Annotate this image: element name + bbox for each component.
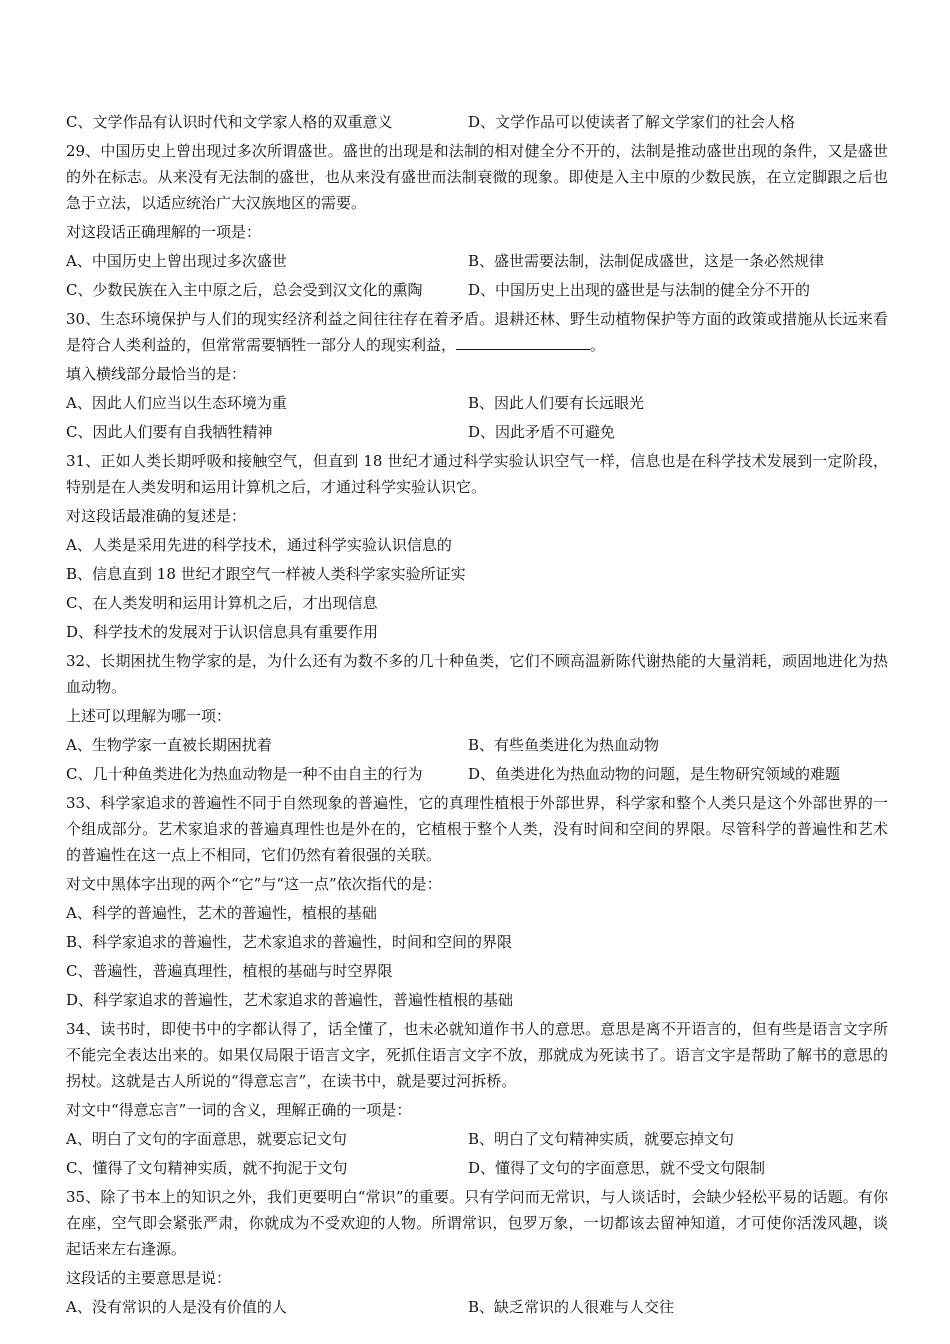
option-a: A、人类是采用先进的科学技术，通过科学实验认识信息的 — [66, 536, 452, 554]
option-d: D、文学作品可以使读者了解文学家们的社会人格 — [468, 113, 796, 131]
question-30-prompt: 填入横线部分最恰当的是： — [66, 365, 247, 383]
option-row — [66, 418, 888, 447]
question-30-stem-text: 30、生态环境保护与人们的现实经济利益之间往往存在着矛盾。退耕还林、野生动植物保护等方面的政策或措施从长远来看是符合人类利益的，但常常需要牺牲一部分人的现实利益， — [66, 310, 888, 354]
option-d: D、中国历史上出现的盛世是与法制的健全分不开的 — [468, 281, 811, 299]
option-c: C、少数民族在入主中原之后，总会受到汉文化的熏陶 — [66, 281, 423, 299]
option-d: D、懂得了文句的字面意思，就不受文句限制 — [468, 1159, 766, 1177]
option-c: C、在人类发明和运用计算机之后，才出现信息 — [66, 594, 378, 612]
option-c: C、懂得了文句精神实质，就不拘泥于文句 — [66, 1159, 348, 1177]
question-29-stem: 29、中国历史上曾出现过多次所谓盛世。盛世的出现是和法制的相对健全分不开的，法制是推动盛世出现的条件，又是盛世的外在标志。从来没有无法制的盛世，也从来没有盛世而法制衰微的现象。即使是入主中原的少数民族，在立定脚跟之后也急于立法，以适应统治广大汉族地区的需要。 — [66, 142, 888, 212]
option-row — [66, 389, 888, 418]
option-row — [66, 1154, 888, 1183]
question-32-prompt: 上述可以理解为哪一项： — [66, 707, 232, 725]
question-31-stem: 31、正如人类长期呼吸和接触空气，但直到 18 世纪才通过科学实验认识空气一样，信息也是在科学技术发展到一定阶段，特别是在人类发明和运用计算机之后，才通过科学实验认识它。 — [66, 452, 888, 496]
option-row — [66, 1293, 888, 1322]
option-row — [66, 760, 888, 789]
option-a: A、没有常识的人是没有价值的人 — [66, 1298, 287, 1316]
option-a: A、明白了文句的字面意思，就要忘记文句 — [66, 1130, 347, 1148]
option-d: D、科学技术的发展对于认识信息具有重要作用 — [66, 623, 379, 641]
option-b: B、缺乏常识的人很难与人交往 — [468, 1298, 675, 1316]
answer-blank — [456, 335, 590, 350]
question-30-stem — [66, 306, 888, 358]
option-c: C、文学作品有认识时代和文学家人格的双重意义 — [66, 113, 393, 131]
option-b: B、有些鱼类进化为热血动物 — [468, 736, 660, 754]
option-d: D、鱼类进化为热血动物的问题，是生物研究领域的难题 — [468, 765, 841, 783]
question-31-prompt: 对这段话最准确的复述是： — [66, 507, 247, 525]
question-34-prompt: 对文中“得意忘言”一词的含义，理解正确的一项是： — [66, 1101, 412, 1119]
question-34-stem: 34、读书时，即使书中的字都认得了，话全懂了，也未必就知道作书人的意思。意思是离不开语言的，但有些是语言文字所不能完全表达出来的。如果仅局限于语言文字，死抓住语言文字不放，那就成为死读书了。语言文字是帮助了解书的意思的拐杖。这就是古人所说的“得意忘言”，在读书中，就是要过河拆桥。 — [66, 1020, 888, 1090]
question-33-prompt: 对文中黑体字出现的两个“它”与“这一点”依次指代的是： — [66, 875, 442, 893]
option-b: B、信息直到 18 世纪才跟空气一样被人类科学家实验所证实 — [66, 565, 466, 583]
question-35-prompt: 这段话的主要意思是说： — [66, 1269, 232, 1287]
option-d: D、科学家追求的普遍性，艺术家追求的普遍性，普遍性植根的基础 — [66, 991, 514, 1009]
option-row — [66, 247, 888, 276]
question-29-prompt: 对这段话正确理解的一项是： — [66, 223, 262, 241]
option-row — [66, 731, 888, 760]
option-row — [66, 108, 888, 137]
option-b: B、科学家追求的普遍性，艺术家追求的普遍性，时间和空间的界限 — [66, 933, 513, 951]
question-32-stem: 32、长期困扰生物学家的是，为什么还有为数不多的几十种鱼类，它们不顾高温新陈代谢热能的大量消耗，顽固地进化为热血动物。 — [66, 652, 888, 696]
option-row — [66, 1125, 888, 1154]
question-33-stem: 33、科学家追求的普遍性不同于自然现象的普遍性，它的真理性植根于外部世界，科学家和整个人类只是这个外部世界的一个组成部分。艺术家追求的普遍真理性也是外在的，它植根于整个人类，没有时间和空间的界限。尽管科学的普遍性和艺术的普遍性在这一点上不相同，它们仍然有着很强的关联。 — [66, 794, 888, 864]
option-d: D、因此矛盾不可避免 — [468, 423, 616, 441]
option-c: C、普遍性，普遍真理性，植根的基础与时空界限 — [66, 962, 393, 980]
option-b: B、明白了文句精神实质，就要忘掉文句 — [468, 1130, 735, 1148]
document-body — [66, 108, 888, 1322]
option-row — [66, 276, 888, 305]
question-35-stem: 35、除了书本上的知识之外，我们更要明白“常识”的重要。只有学问而无常识，与人谈话时，会缺少轻松平易的话题。有你在座，空气即会紧张严肃，你就成为不受欢迎的人物。所谓常识，包罗万象，一切都该去留神知道，才可使你活泼风趣，谈起话来左右逢源。 — [66, 1188, 888, 1258]
option-a: A、生物学家一直被长期困扰着 — [66, 736, 272, 754]
option-c: C、几十种鱼类进化为热血动物是一种不由自主的行为 — [66, 765, 423, 783]
question-30-stem-end: 。 — [590, 336, 606, 354]
option-a: A、因此人们应当以生态环境为重 — [66, 394, 287, 412]
option-c: C、因此人们要有自我牺牲精神 — [66, 423, 273, 441]
option-a: A、科学的普遍性，艺术的普遍性，植根的基础 — [66, 904, 377, 922]
option-b: B、盛世需要法制，法制促成盛世，这是一条必然规律 — [468, 252, 825, 270]
option-a: A、中国历史上曾出现过多次盛世 — [66, 252, 287, 270]
option-b: B、因此人们要有长远眼光 — [468, 394, 645, 412]
